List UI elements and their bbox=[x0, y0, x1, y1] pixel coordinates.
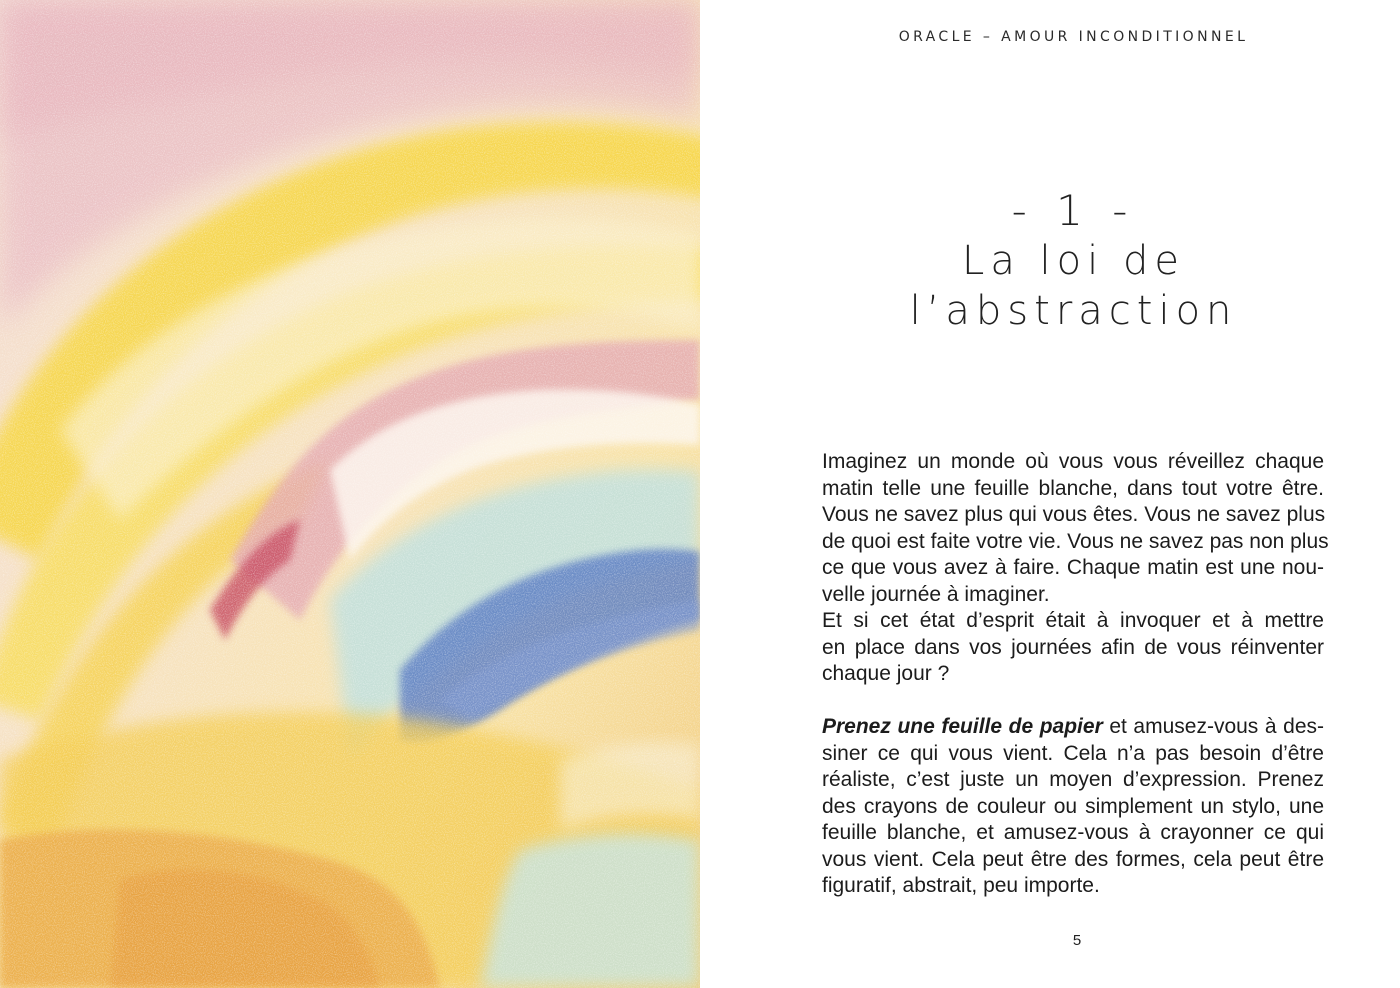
emphasis-text: Prenez une feuille de papier bbox=[822, 715, 1103, 738]
text-line: vous vient. Cela peut être des formes, cela peut être bbox=[822, 847, 1324, 871]
text-line: figuratif, abstrait, peu importe. bbox=[822, 874, 1100, 897]
chapter-number: - 1 - bbox=[1011, 186, 1136, 235]
text-line: des crayons de couleur ou simplement un stylo, une bbox=[822, 794, 1324, 818]
text-line: siner ce qui vous vient. Cela n’a pas besoin d’être bbox=[822, 741, 1324, 765]
text-line: Et si cet état d’esprit était à invoquer et à mettre bbox=[822, 609, 1324, 632]
text-fragment: et amusez-vous à des- bbox=[1102, 715, 1325, 738]
paragraph-3 bbox=[822, 714, 1324, 900]
chapter-title-line-1: La loi de bbox=[962, 238, 1185, 284]
running-header: ORACLE – AMOUR INCONDITIONNEL bbox=[898, 29, 1249, 45]
text-line: Imaginez un monde où vous vous réveillez chaque bbox=[822, 450, 1324, 473]
text-line: chaque jour ? bbox=[822, 662, 950, 685]
text-line: velle journée à imaginer. bbox=[822, 582, 1050, 606]
text-line: Vous ne savez plus qui vous êtes. Vous ne savez plus bbox=[822, 503, 1326, 526]
text-line: matin telle une feuille blanche, dans tout votre être. bbox=[822, 476, 1324, 500]
text-line: réaliste, c’est juste un moyen d’expression. Prenez bbox=[822, 768, 1324, 791]
text-line: feuille blanche, et amusez-vous à crayonner ce qui bbox=[822, 821, 1324, 844]
chapter-heading bbox=[700, 186, 1400, 336]
text-page bbox=[700, 0, 1400, 988]
paragraph-1 bbox=[822, 449, 1329, 608]
page-number: 5 bbox=[1072, 932, 1082, 949]
text-line bbox=[822, 714, 1324, 741]
text-line: ce que vous avez à faire. Chaque matin est une nou- bbox=[822, 556, 1324, 579]
text-line: de quoi est faite votre vie. Vous ne savez pas non plus bbox=[822, 529, 1329, 553]
text-line: en place dans vos journées afin de vous réinventer bbox=[822, 635, 1324, 659]
paragraph-spacer bbox=[822, 688, 1324, 715]
body-text bbox=[822, 449, 1329, 900]
chapter-title-line-2: l’abstraction bbox=[909, 288, 1238, 334]
paragraph-2 bbox=[822, 608, 1324, 688]
